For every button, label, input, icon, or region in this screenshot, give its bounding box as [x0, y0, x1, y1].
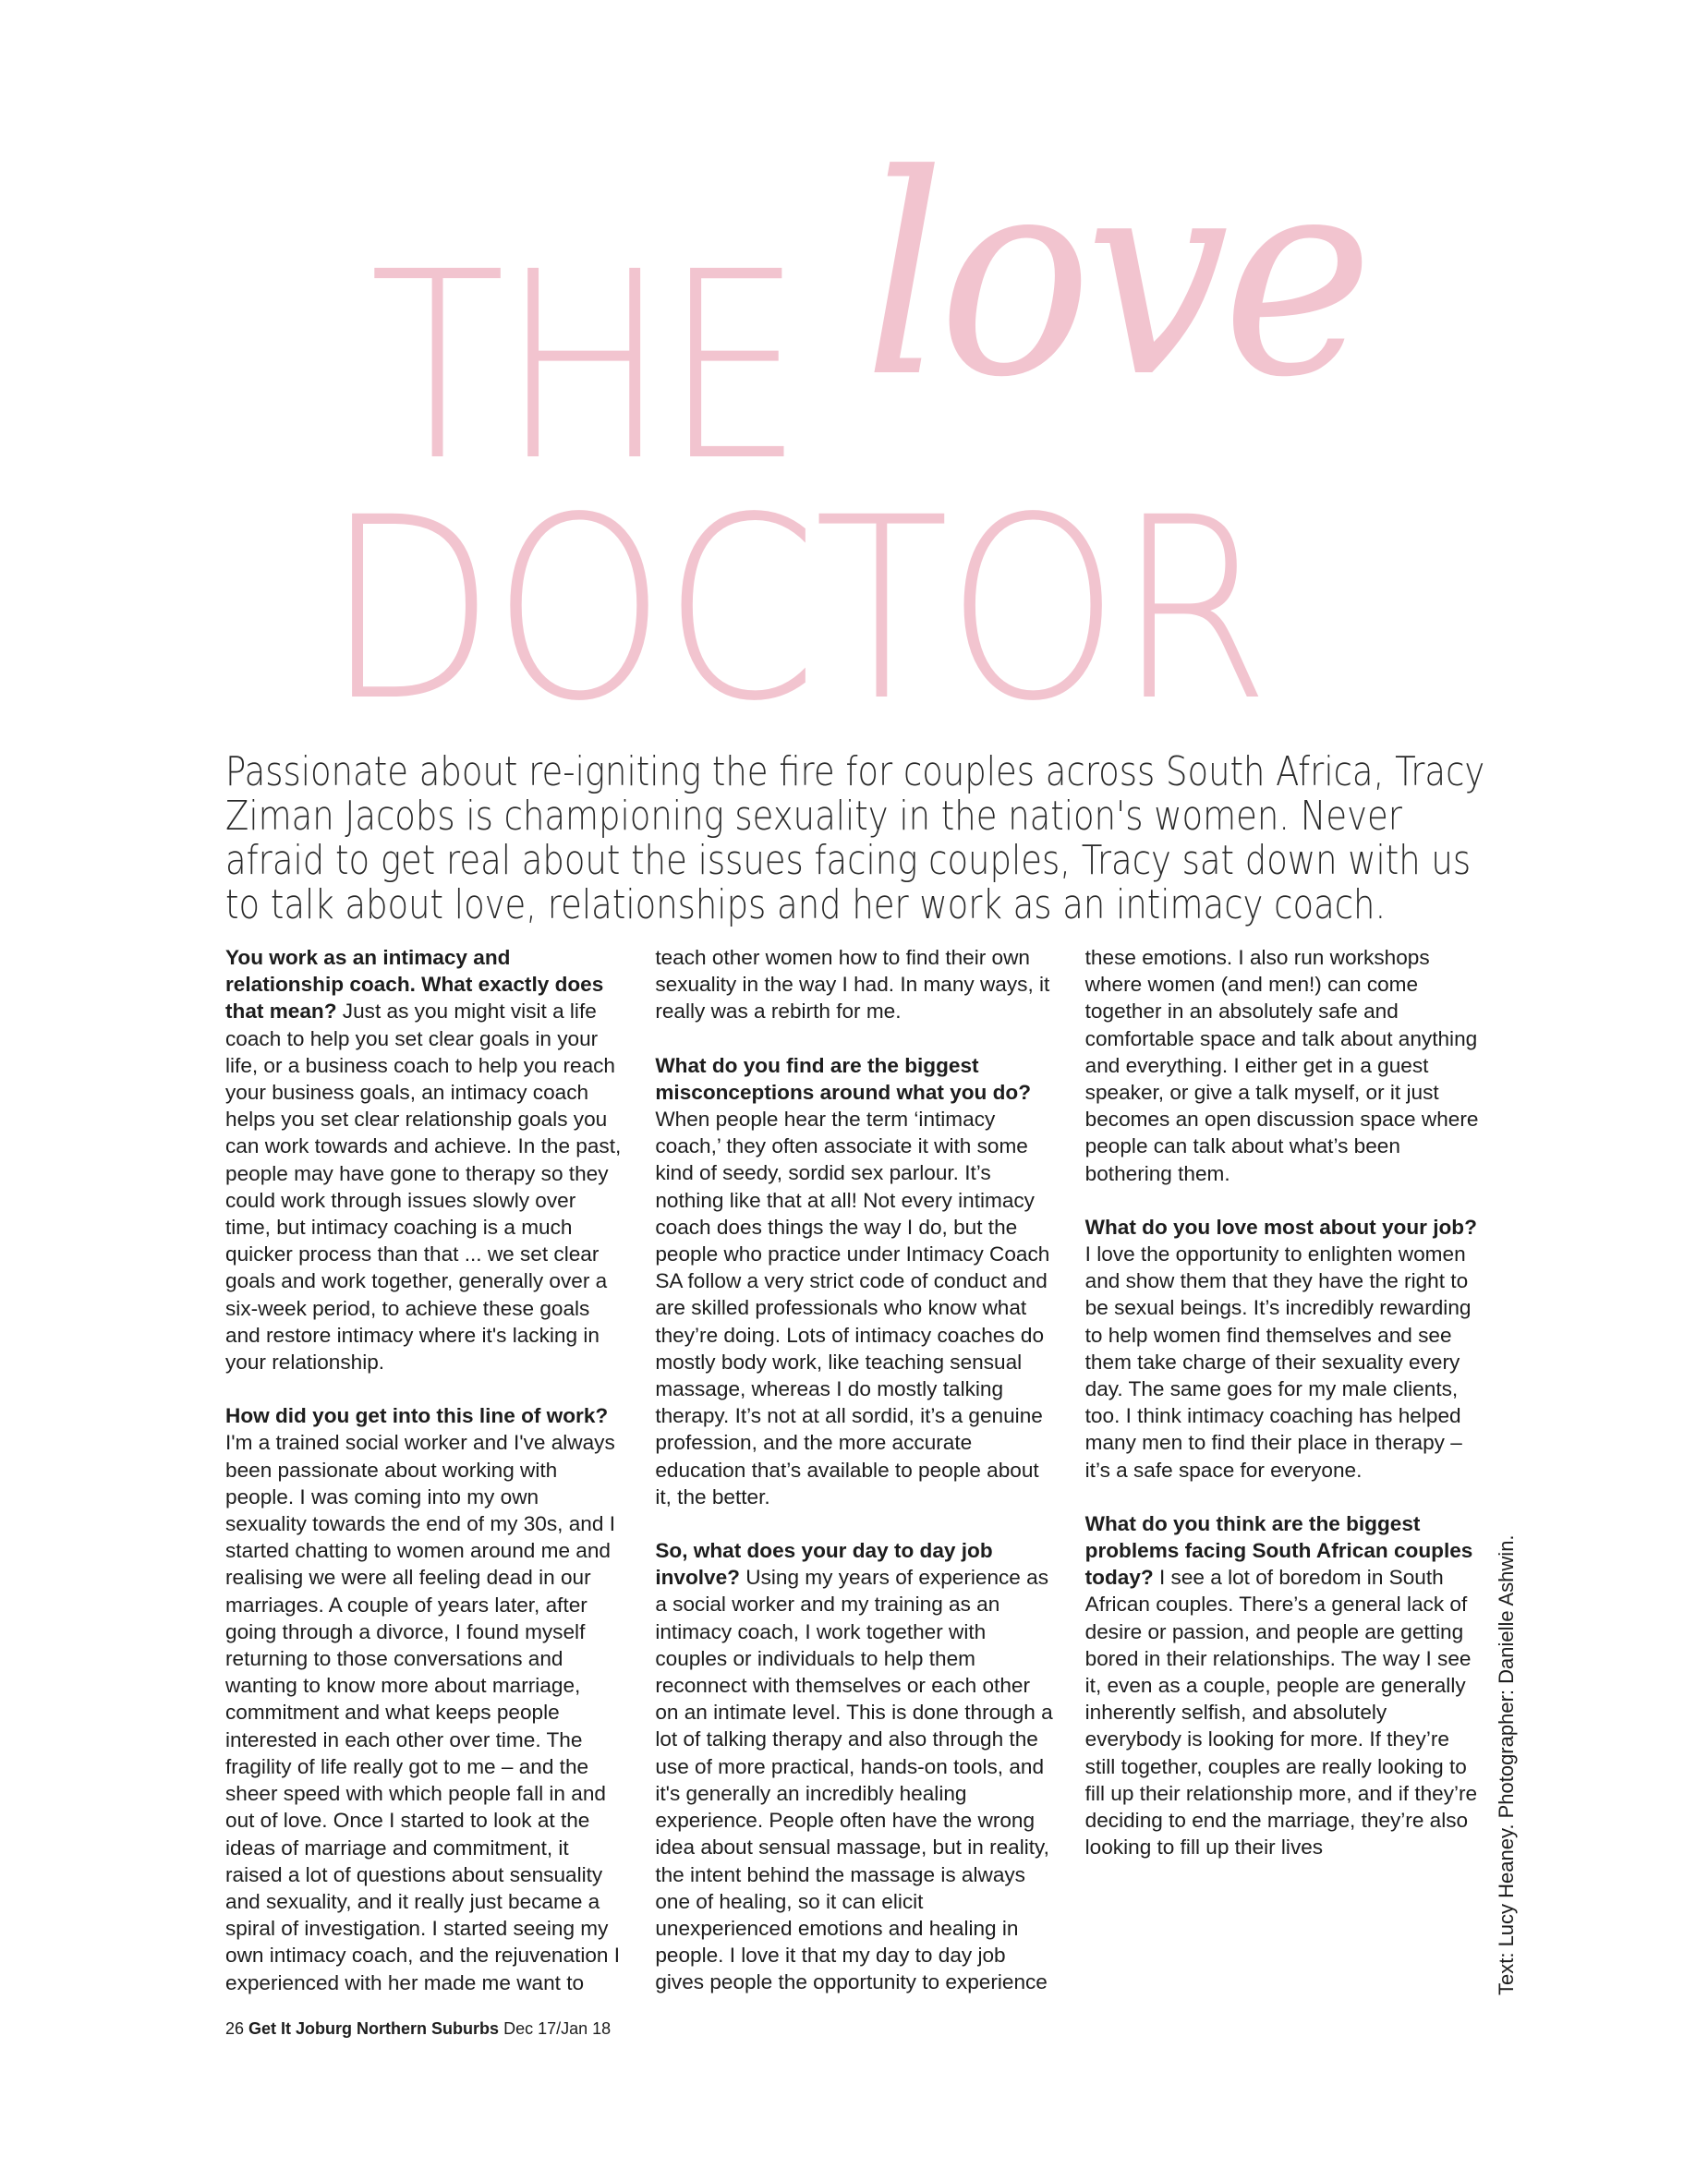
answer: When people hear the term ‘intimacy coach,’ they often associate it with some kind of seedy, sordid sex parlour. It’s nothing like that at all! Not every intimacy coach does things the way I do, but the people who practice under Intimacy Coach SA follow a very strict code of conduct and are skilled professionals who know what they’re doing. Lots of intimacy coaches do mostly body work, like teaching sensual massage, whereas I do mostly talking therapy. It’s not at all sordid, it’s a genuine profession, and the more accurate education that’s available to people about it, the better.	[655, 1108, 1050, 1509]
page-number: 26	[225, 2019, 245, 2038]
photo-credit: Text: Lucy Heaney. Photographer: Danielle Ashwin.	[1495, 1534, 1518, 1995]
question: So, what does your day to day job involve?	[655, 1539, 993, 1590]
question: What do you think are the biggest problems facing South African couples today?	[1084, 1511, 1473, 1590]
answer: I love the opportunity to enlighten women and show them that they have the right to be sexual beings. It’s incredibly rewarding to help women find themselves and see them take charge of their sexuality every day. The same goes for my male clients, too. I think intimacy coaching has helped many men to find their place in therapy – it’s a safe space for everyone.	[1084, 1242, 1472, 1482]
question: What do you love most about your job?	[1084, 1215, 1477, 1239]
headline-doctor: DOCTOR	[325, 465, 1267, 757]
headline-the: THE	[369, 217, 799, 518]
article-body	[225, 944, 1484, 1997]
page-footer	[225, 2019, 611, 2039]
qa-item	[1085, 1510, 1484, 1861]
standfirst: Passionate about re-igniting the fire for couples across South Africa, Tracy Ziman Jacobs is championing sexuality in the nation's women. Never afraid to get real about the issues facing couples, Tracy sat down with us to talk about love, relationships and her work as an intimacy coach.	[225, 748, 1485, 928]
issue-date: Dec 17/Jan 18	[503, 2019, 612, 2038]
answer: I'm a trained social worker and I've always been passionate about working with people. I was coming into my own sexuality towards the end of my 30s, and I started chatting to women around me and realising we were all feeling dead in our marriages. A couple of years later, after going through a divorce, I found myself returning to those conversations and wanting to know more about marriage, commitment and what keeps people interested in each other over time. The fragility of life really got to me – and the sheer speed with which people fall in and out of love. Once I started to look at the ideas of marriage and commitment, it raised a lot of questions about sensuality and sexuality, and it really just became a spiral of investigation. I started seeing my own intimacy coach, and the rejuvenation I experienced with her made me want to teach other women how to find their own sexuality in the way I had. In many ways, it really was a rebirth for me.	[225, 946, 1050, 1994]
headline-love: love	[864, 115, 1367, 438]
qa-item	[655, 1052, 1053, 1510]
question: How did you get into this line of work?	[225, 1404, 609, 1428]
question: What do you find are the biggest misconceptions around what you do?	[655, 1053, 1032, 1104]
answer: Using my years of experience as a social worker and my training as an intimacy coach, I work together with couples or individuals to help them reconnect with themselves or each other on an intimate level. This is done through a lot of talking therapy and also through the use of more practical, hands-on tools, and it's generally an incredibly healing experience. People often have the wrong idea about sensual massage, but in reality, the intent behind the massage is always one of healing, so it can elicit unexperienced emotions and healing in people. I love it that my day to day job gives people the opportunity to experience these emotions. I also run workshops where women (and men!) can come together in an absolutely safe and comfortable space and talk about anything and everything. I either get in a guest speaker, or give a talk myself, or it just becomes an open discussion space where people can talk about what’s been bothering them.	[655, 946, 1479, 1994]
answer: Just as you might visit a life coach to help you set clear goals in your life, or a business coach to help you reach your business goals, an intimacy coach helps you set clear relationship goals you can work towards and achieve. In the past, people may have gone to therapy so they could work through issues slowly over time, but intimacy coaching is a much quicker process than that ... we set clear goals and work together, generally over a six-week period, to achieve these goals and restore intimacy where it's lacking in your relationship.	[225, 1000, 622, 1375]
publication-name: Get It Joburg Northern Suburbs	[248, 2019, 500, 2038]
question: You work as an intimacy and relationship coach. What exactly does that mean?	[225, 946, 604, 1024]
answer: I see a lot of boredom in South African couples. There’s a general lack of desire or passion, and people are getting bored in their relationships. The way I see it, even as a couple, people are generally inherently selfish, and absolutely everybody is looking for more. If they’re still together, couples are really looking to fill up their relationship more, and if they’re deciding to end the marriage, they’re also looking to fill up their lives	[1084, 1566, 1478, 1860]
qa-item	[1085, 1214, 1484, 1484]
qa-item	[225, 944, 624, 1375]
